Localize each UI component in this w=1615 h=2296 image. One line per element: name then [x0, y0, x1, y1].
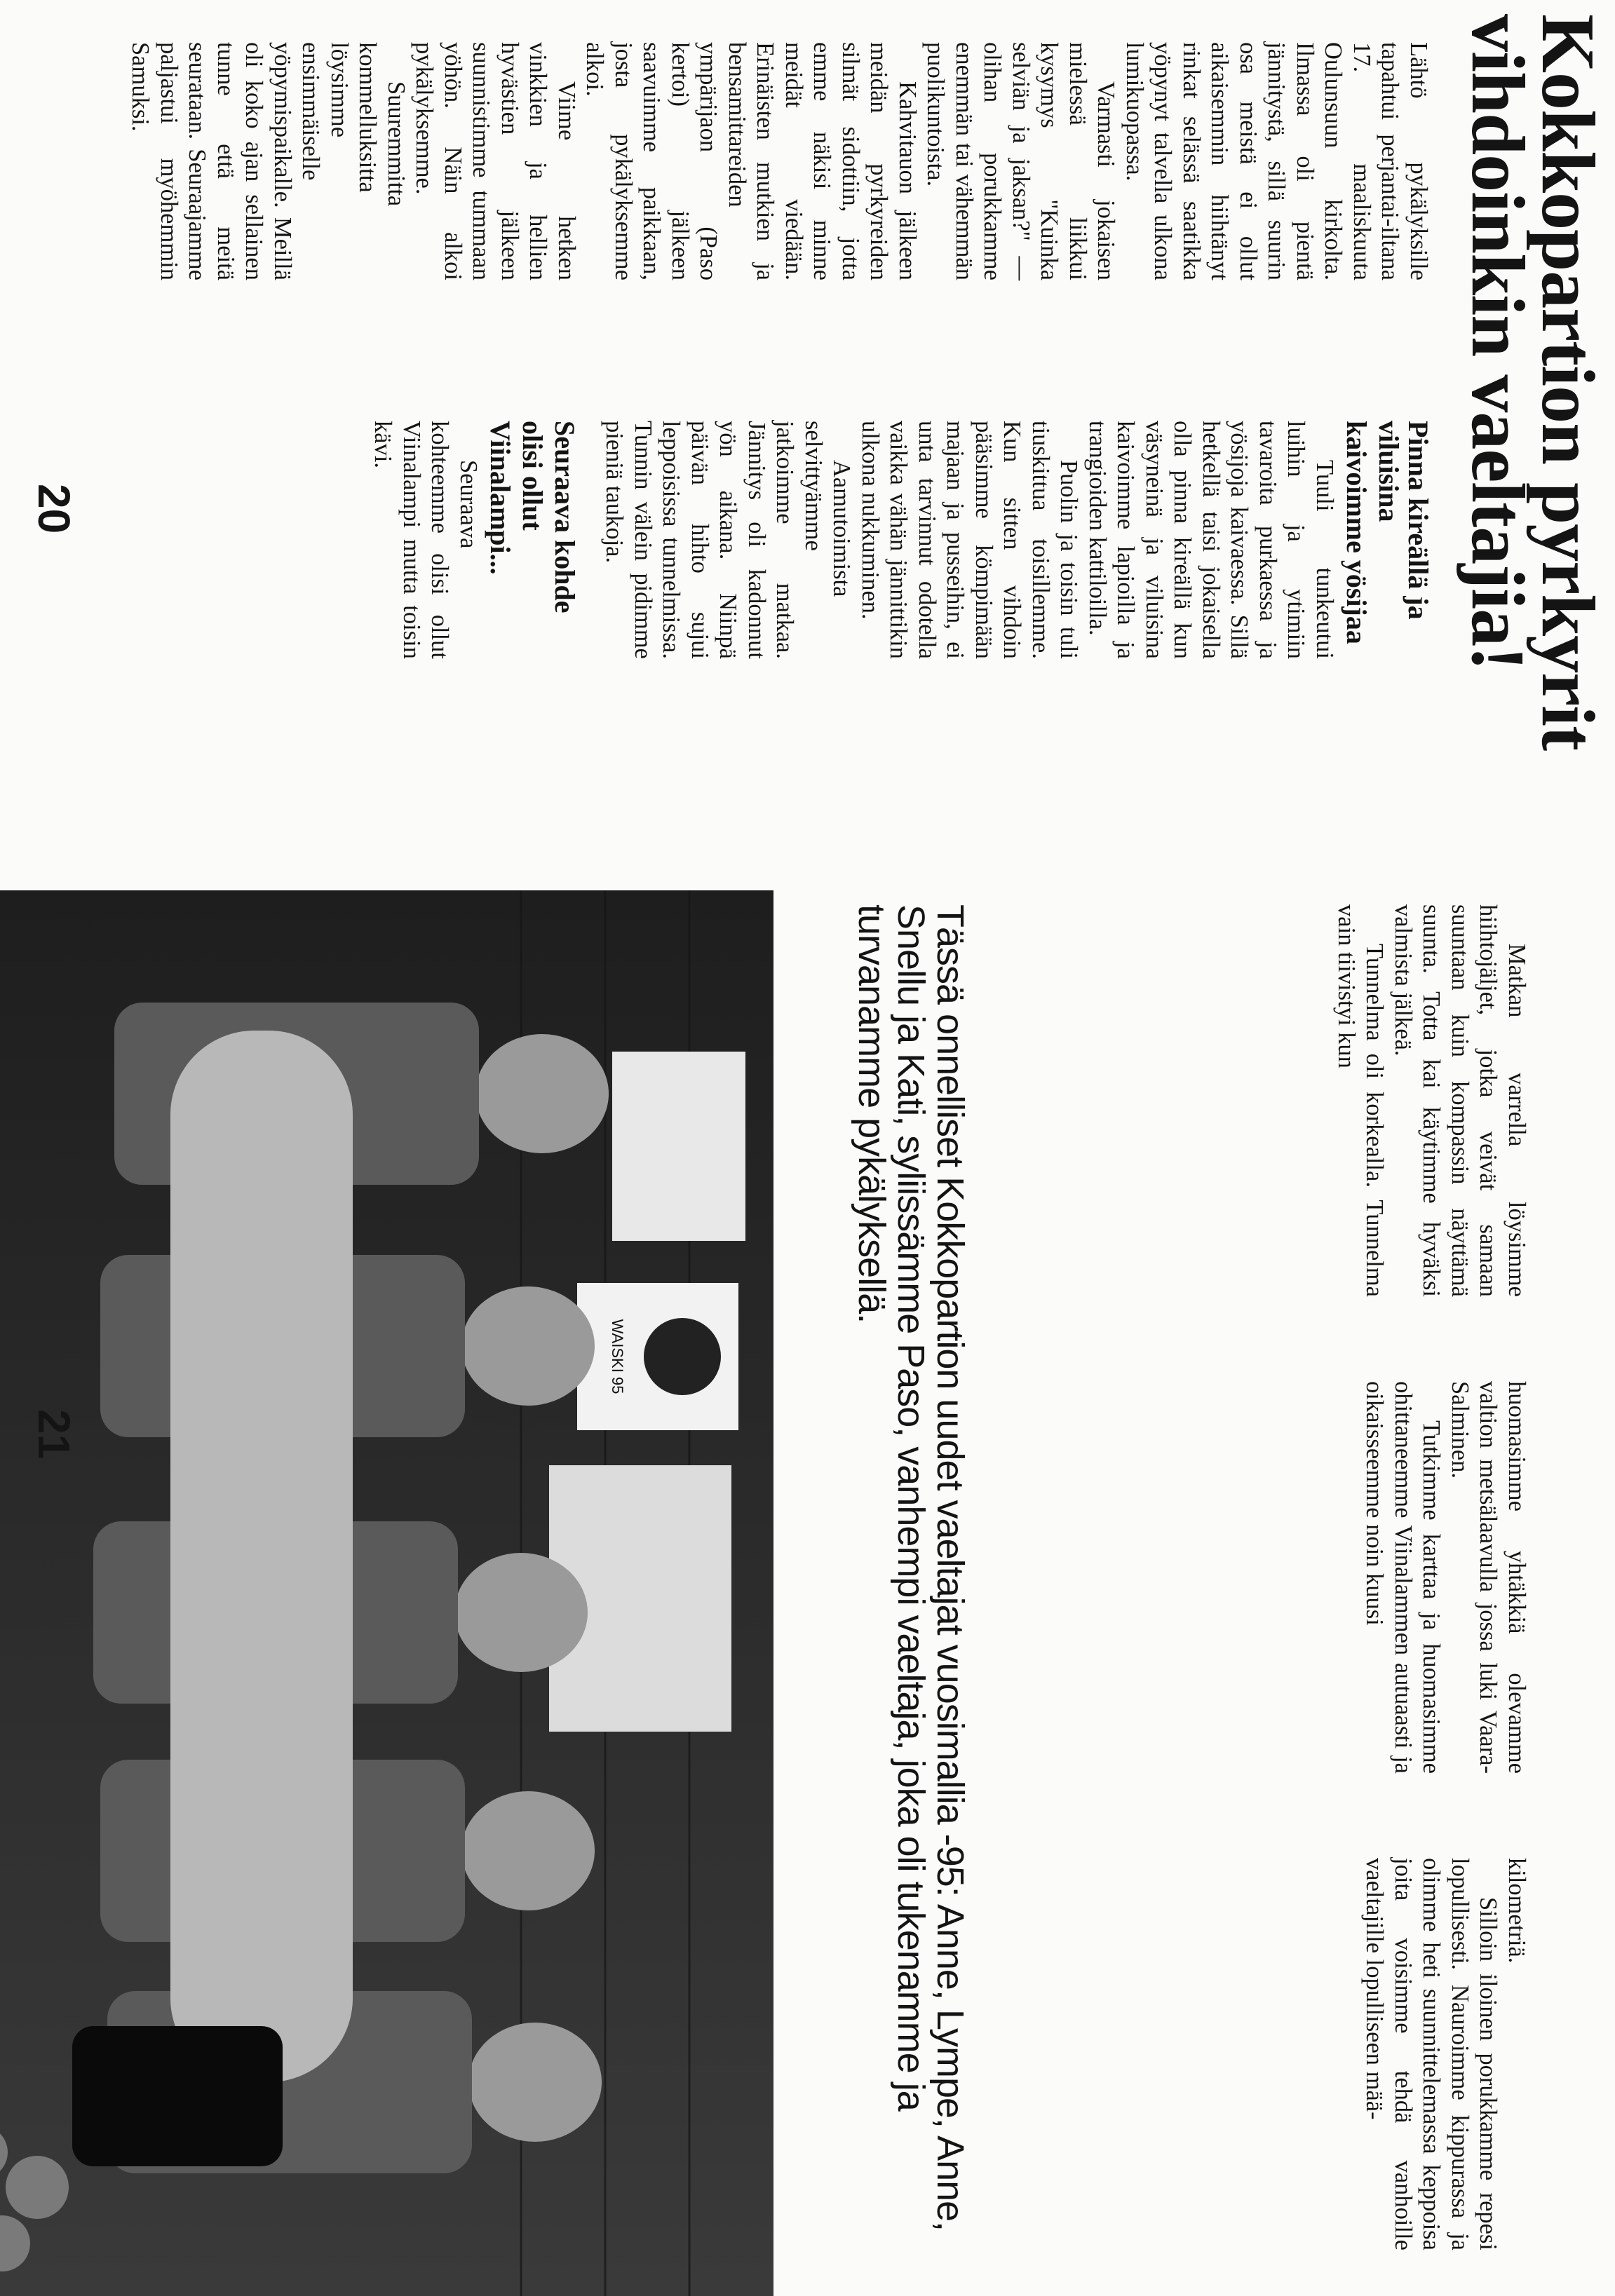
page-number: 20: [29, 484, 79, 534]
paragraph: Kahvitauon jälkeen meidän pyrkyreiden silmät sidottiin, jotta emme näkisi minne meidät viedään. Erinäisten mutkien ja bensamittareiden ympärijaon (Paso kertoi) jälkeen saavuimme paikkaan, josta pykälyksemme alkoi.: [581, 42, 921, 280]
paragraph: Tutkimme karttaa ja huomasimme ohittaneemme Viinalammen autuaasti ja oikaisseemme noin kuusi: [1361, 1381, 1445, 1774]
subheading: Pinna kireällä ja viluisina: [1373, 421, 1434, 620]
paragraph: Matkan varrella löysimme hiihtojäljet, jotka veivät samaan suuntaan kuin kompassin näyttämä suunta. Totta kai käytimme hyväksi valmista jälkeä.: [1390, 904, 1530, 1297]
paragraph: kilometriä.: [1503, 1858, 1530, 1964]
paragraph: Tuuli tunkeutui luihin ja ytimiin tavaroita purkaessa ja yösijoja kaivaessa. Sillä hetkellä taisi jokaisella olla pinna kireällä kun väsyneinä ja viluisina kaivoimme lapioilla ja trangioiden kattiloilla.: [1084, 421, 1338, 659]
paragraph: Varmasti jokaisen mielessä liikkui kysymys "Kuinka selviän ja jaksan?" — olihan porukkamme enemmän tai vähemmän puolikuntoista.: [922, 42, 1120, 280]
paragraph: huomasimme yhtäkkiä olevamme valtion metsälaavulla jossa luki Vaara-Salminen.: [1447, 1381, 1530, 1774]
text-column-2: [369, 421, 1433, 659]
text-column-4: [1360, 1381, 1531, 1774]
text-column-5: [1360, 1858, 1531, 2250]
subheading: olisi ollut: [517, 421, 548, 531]
subheading: kaivoimme yösijaa: [1341, 421, 1372, 644]
page-number: 21: [29, 1409, 79, 1460]
paragraph: Lähtö pykälyksille tapahtui perjantai-iltana 17. maaliskuuta Oulunsuun kirkolta. Ilmassa oli pientä jännitystä, sillä suurin osa meistä ei ollut aikaisemmin hiihtänyt rinkat selässä saatikka yöpynyt talvella ulkona lumikuopassa.: [1121, 42, 1432, 280]
page-20: [0, 0, 1615, 890]
page-21: [0, 890, 1615, 2296]
paragraph: Silloin iloinen porukkamme repesi lopullisesti. Nauroimme kippurassa ja olimme heti suunnittelemassa keppoisa joita voisimme tehdä vanhoille vaeltajille lopulliseen mää-: [1361, 1858, 1502, 2250]
paragraph: Puolin ja toisin tuli tiuskittua toisillemme. Kun sitten vihdoin pääsimme kömpimään majaan ja pusseihin, ei unta tarvinnut odotella vaikka vähän jännittikin ulkona nukkuminen.: [857, 421, 1083, 659]
subheading: Seuraava kohde: [549, 421, 581, 613]
svg-text:WAISKI 95: WAISKI 95: [609, 1319, 626, 1394]
photo-caption: Tässä onnelliset Kokkopartion uudet vaeltajat vuosimallia -95: Anne, Lympe, Anne, Snellu ja Kati, syliissämme Paso, vanhempi vaeltaja, joka oli tukenamme ja turvanamme pykälyksellä.: [851, 904, 971, 2232]
group-photo-illustration: [0, 890, 773, 2296]
paragraph: Seuraava kohteemme olisi ollut Viinalampi mutta toisin kävi.: [370, 421, 482, 659]
paragraph: Tunnelma oli korkealla. Tunnelma vain tiivistyi kun: [1333, 904, 1388, 1297]
paragraph: Suuremmitta kommelluksitta löysimme ensimmäiselle yöpymispaikalle. Meillä oli koko ajan sellainen tunne että meitä seurataan. Seuraajamme paljastui myöhemmin Samuksi.: [127, 42, 410, 280]
paragraph: Viime hetken vinkkien ja hellien hyvästien jälkeen suunnistimme tummaan yöhön. Näin alkoi pykälyksemme.: [411, 42, 580, 280]
subheading: Viinalampi...: [485, 421, 516, 575]
article-headline: Kokkopartion pyrkyrit vihdoinkin vaeltajia!: [1456, 14, 1609, 751]
text-column-1: [126, 42, 1433, 280]
group-photo: [0, 890, 773, 2296]
poster: [612, 1052, 745, 1241]
text-column-3: [1332, 904, 1532, 1297]
paragraph: Aamutoimista selvittyämme jatkoimme matkaa. Jännitys oli kadonnut yön aikana. Niinpä päivän hihto sujui leppoisissa tunnelmissa. Tunnin välein pidimme pieniä taukoja.: [601, 421, 856, 659]
